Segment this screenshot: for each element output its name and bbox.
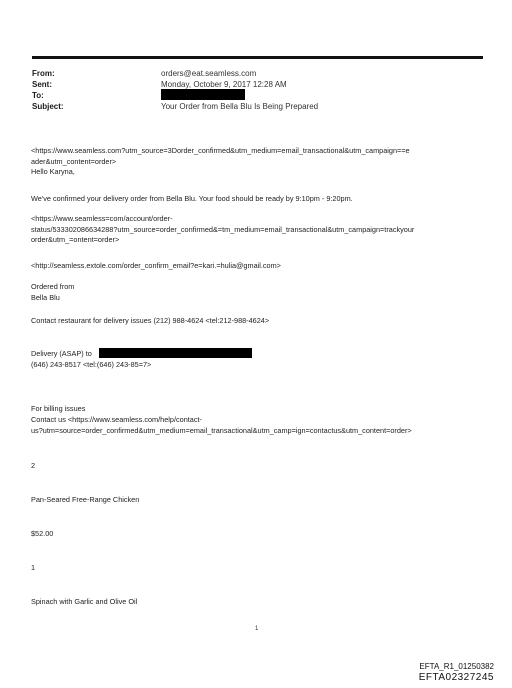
- item-2-quantity: 1: [31, 563, 36, 572]
- item-1-price: $52.00: [31, 529, 54, 538]
- from-value: orders@eat.seamless.com: [161, 69, 257, 78]
- subject-label: Subject:: [32, 102, 64, 111]
- order-status-link: [31, 214, 489, 246]
- order-status-link-line-2: status/533302086634288?utm_source=order_confirmed&=tm_medium=email_transactional&utm_campaign=trackyour: [31, 224, 415, 234]
- order-status-link-line-1: <https://www.seamless=com/account/order-: [31, 214, 173, 223]
- to-redaction: [161, 89, 245, 100]
- page-number: 1: [255, 626, 259, 632]
- billing-label: For billing issues: [31, 404, 86, 413]
- delivery-phone: (646) 243-8517 <tel:(646) 243-85=7>: [31, 360, 152, 369]
- sent-label: Sent:: [32, 80, 52, 89]
- contact-us-link-line-1: Contact us <https://www.seamless.com/help/contact-: [31, 415, 202, 424]
- tracking-link-1-line-2: ader&utm_content=order>: [31, 156, 117, 166]
- order-status-link-line-3: order&utm_=ontent=order>: [31, 235, 120, 245]
- ordered-from-label: Ordered from: [31, 282, 75, 291]
- item-2-name: Spinach with Garlic and Olive Oil: [31, 597, 138, 606]
- bates-stamp-1: EFTA_R1_01250382: [419, 662, 494, 671]
- from-label: From:: [32, 69, 55, 78]
- to-label: To:: [32, 91, 44, 100]
- tracking-link-1-line-1: <https://www.seamless.com?utm_source=3Dorder_confirmed&utm_medium=email_transactional&utm_campaign==e: [31, 146, 410, 155]
- greeting: Hello Karyna,: [31, 167, 75, 176]
- address-redaction: [99, 348, 252, 358]
- header-divider: [32, 56, 483, 59]
- sent-value: Monday, October 9, 2017 12:28 AM: [161, 80, 287, 89]
- restaurant-name: Bella Blu: [31, 292, 60, 302]
- subject-value: Your Order from Bella Blu Is Being Prepared: [161, 102, 319, 111]
- bates-stamp-2: EFTA02327245: [418, 672, 494, 683]
- delivery-label: Delivery (ASAP) to: [31, 349, 92, 358]
- item-1-name: Pan-Seared Free-Range Chicken: [31, 495, 140, 504]
- contact-us-link-line-2: us?utm=source=order_confirmed&utm_medium=email_transactional&utm_camp=ign=contactus&utm_content=order>: [31, 425, 412, 435]
- item-1-quantity: 2: [31, 461, 36, 470]
- ordered-from-block: [31, 282, 489, 303]
- confirmation-message: We've confirmed your delivery order from Bella Blu. Your food should be ready by 9:10pm - 9:20pm.: [31, 194, 353, 203]
- tracking-link-1: [31, 146, 489, 167]
- contact-us-link: [31, 415, 489, 436]
- restaurant-contact: Contact restaurant for delivery issues (212) 988-4624 <tel:212-988-4624>: [31, 316, 270, 325]
- referral-link: <http://seamless.extole.com/order_confirm_email?e=kari.=hulia@gmail.com>: [31, 261, 281, 270]
